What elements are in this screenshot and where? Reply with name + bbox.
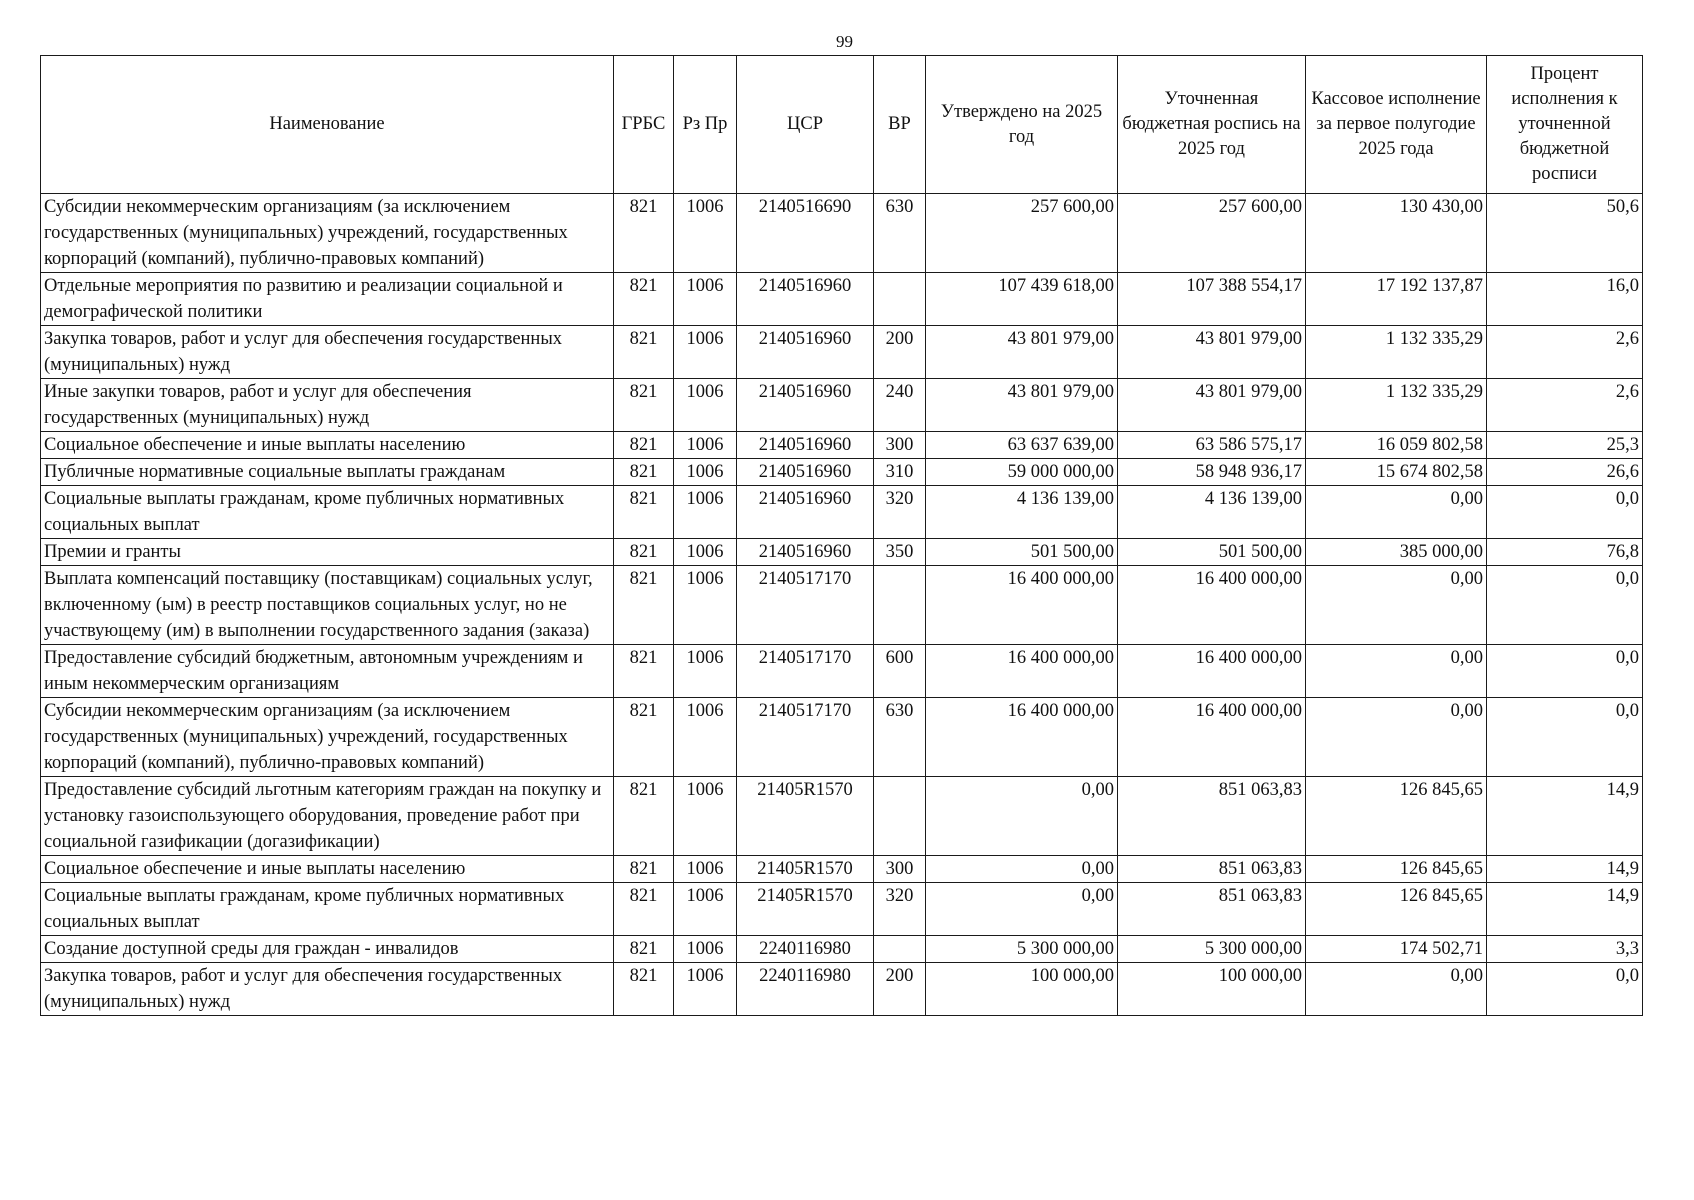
- cell-rzpr: 1006: [674, 539, 737, 566]
- cell-csr: 2140516960: [737, 432, 874, 459]
- cell-grbs: 821: [614, 379, 674, 432]
- cell-name: Предоставление субсидий льготным категориям граждан на покупку и установку газоиспользующего оборудования, проведение работ при социальной газификации (догазификации): [41, 777, 614, 856]
- table-row: [41, 194, 1643, 273]
- table-header: [41, 56, 1643, 194]
- cell-csr: 2140517170: [737, 698, 874, 777]
- table-row: [41, 645, 1643, 698]
- cell-cash: 126 845,65: [1306, 777, 1487, 856]
- cell-vr: 300: [874, 856, 926, 883]
- cell-refined: 43 801 979,00: [1118, 326, 1306, 379]
- cell-grbs: 821: [614, 273, 674, 326]
- cell-csr: 2140516960: [737, 273, 874, 326]
- cell-vr: [874, 273, 926, 326]
- cell-percent: 0,0: [1487, 486, 1643, 539]
- header-rzpr: Рз Пр: [674, 56, 737, 194]
- cell-grbs: 821: [614, 883, 674, 936]
- table-row: [41, 459, 1643, 486]
- cell-rzpr: 1006: [674, 486, 737, 539]
- cell-name: Субсидии некоммерческим организациям (за исключением государственных (муниципальных) учреждений, государственных корпораций (компаний), публично-правовых компаний): [41, 698, 614, 777]
- cell-name: Публичные нормативные социальные выплаты гражданам: [41, 459, 614, 486]
- cell-percent: 76,8: [1487, 539, 1643, 566]
- page-number: 99: [836, 32, 853, 51]
- cell-approved: 501 500,00: [926, 539, 1118, 566]
- cell-percent: 0,0: [1487, 698, 1643, 777]
- table-row: [41, 486, 1643, 539]
- cell-percent: 2,6: [1487, 326, 1643, 379]
- cell-csr: 2240116980: [737, 963, 874, 1016]
- cell-approved: 16 400 000,00: [926, 698, 1118, 777]
- cell-approved: 4 136 139,00: [926, 486, 1118, 539]
- cell-approved: 257 600,00: [926, 194, 1118, 273]
- header-grbs: ГРБС: [614, 56, 674, 194]
- cell-percent: 2,6: [1487, 379, 1643, 432]
- cell-csr: 2140516960: [737, 379, 874, 432]
- cell-name: Выплата компенсаций поставщику (поставщикам) социальных услуг, включенному (ым) в реестр поставщиков социальных услуг, но не участвующему (им) в выполнении государственного задания (заказа): [41, 566, 614, 645]
- cell-grbs: 821: [614, 486, 674, 539]
- cell-name: Закупка товаров, работ и услуг для обеспечения государственных (муниципальных) нужд: [41, 326, 614, 379]
- cell-refined: 58 948 936,17: [1118, 459, 1306, 486]
- header-cash: Кассовое исполнение за первое полугодие 2025 года: [1306, 56, 1487, 194]
- cell-rzpr: 1006: [674, 566, 737, 645]
- cell-percent: 50,6: [1487, 194, 1643, 273]
- cell-approved: 16 400 000,00: [926, 566, 1118, 645]
- cell-refined: 16 400 000,00: [1118, 645, 1306, 698]
- cell-cash: 130 430,00: [1306, 194, 1487, 273]
- cell-grbs: 821: [614, 566, 674, 645]
- cell-cash: 16 059 802,58: [1306, 432, 1487, 459]
- cell-cash: 0,00: [1306, 963, 1487, 1016]
- cell-grbs: 821: [614, 777, 674, 856]
- cell-name: Социальные выплаты гражданам, кроме публичных нормативных социальных выплат: [41, 883, 614, 936]
- cell-cash: 1 132 335,29: [1306, 379, 1487, 432]
- cell-vr: 310: [874, 459, 926, 486]
- cell-refined: 16 400 000,00: [1118, 566, 1306, 645]
- header-csr: ЦСР: [737, 56, 874, 194]
- cell-csr: 21405R1570: [737, 856, 874, 883]
- cell-name: Отдельные мероприятия по развитию и реализации социальной и демографической политики: [41, 273, 614, 326]
- table-row: [41, 883, 1643, 936]
- cell-approved: 43 801 979,00: [926, 326, 1118, 379]
- cell-name: Создание доступной среды для граждан - инвалидов: [41, 936, 614, 963]
- cell-name: Закупка товаров, работ и услуг для обеспечения государственных (муниципальных) нужд: [41, 963, 614, 1016]
- cell-csr: 2140516960: [737, 539, 874, 566]
- cell-rzpr: 1006: [674, 883, 737, 936]
- cell-grbs: 821: [614, 459, 674, 486]
- cell-rzpr: 1006: [674, 963, 737, 1016]
- cell-grbs: 821: [614, 963, 674, 1016]
- cell-name: Социальное обеспечение и иные выплаты населению: [41, 432, 614, 459]
- cell-rzpr: 1006: [674, 856, 737, 883]
- table-row: [41, 326, 1643, 379]
- cell-refined: 100 000,00: [1118, 963, 1306, 1016]
- cell-percent: 26,6: [1487, 459, 1643, 486]
- cell-vr: 630: [874, 194, 926, 273]
- cell-approved: 0,00: [926, 883, 1118, 936]
- table-row: [41, 856, 1643, 883]
- table-row: [41, 777, 1643, 856]
- cell-approved: 100 000,00: [926, 963, 1118, 1016]
- cell-grbs: 821: [614, 432, 674, 459]
- cell-percent: 0,0: [1487, 963, 1643, 1016]
- cell-csr: 2140516960: [737, 326, 874, 379]
- cell-vr: [874, 777, 926, 856]
- cell-vr: 200: [874, 963, 926, 1016]
- header-approved: Утверждено на 2025 год: [926, 56, 1118, 194]
- cell-rzpr: 1006: [674, 698, 737, 777]
- cell-percent: 0,0: [1487, 645, 1643, 698]
- table-row: [41, 936, 1643, 963]
- cell-cash: 0,00: [1306, 486, 1487, 539]
- cell-refined: 107 388 554,17: [1118, 273, 1306, 326]
- cell-cash: 15 674 802,58: [1306, 459, 1487, 486]
- cell-grbs: 821: [614, 194, 674, 273]
- cell-grbs: 821: [614, 326, 674, 379]
- cell-refined: 851 063,83: [1118, 883, 1306, 936]
- cell-rzpr: 1006: [674, 326, 737, 379]
- cell-approved: 5 300 000,00: [926, 936, 1118, 963]
- cell-rzpr: 1006: [674, 194, 737, 273]
- cell-vr: 320: [874, 883, 926, 936]
- cell-vr: 630: [874, 698, 926, 777]
- cell-cash: 0,00: [1306, 566, 1487, 645]
- cell-csr: 2240116980: [737, 936, 874, 963]
- cell-csr: 21405R1570: [737, 883, 874, 936]
- cell-vr: 240: [874, 379, 926, 432]
- table-row: [41, 963, 1643, 1016]
- cell-percent: 14,9: [1487, 777, 1643, 856]
- cell-refined: 851 063,83: [1118, 777, 1306, 856]
- cell-refined: 43 801 979,00: [1118, 379, 1306, 432]
- cell-cash: 1 132 335,29: [1306, 326, 1487, 379]
- cell-rzpr: 1006: [674, 459, 737, 486]
- header-name: Наименование: [41, 56, 614, 194]
- cell-grbs: 821: [614, 539, 674, 566]
- cell-percent: 3,3: [1487, 936, 1643, 963]
- cell-grbs: 821: [614, 698, 674, 777]
- cell-rzpr: 1006: [674, 432, 737, 459]
- cell-csr: 2140516960: [737, 486, 874, 539]
- cell-cash: 0,00: [1306, 698, 1487, 777]
- cell-cash: 126 845,65: [1306, 883, 1487, 936]
- cell-vr: [874, 566, 926, 645]
- cell-approved: 43 801 979,00: [926, 379, 1118, 432]
- header-percent: Процент исполнения к уточненной бюджетной росписи: [1487, 56, 1643, 194]
- cell-vr: 200: [874, 326, 926, 379]
- table-row: [41, 273, 1643, 326]
- header-vr: ВР: [874, 56, 926, 194]
- table-row: [41, 379, 1643, 432]
- cell-cash: 174 502,71: [1306, 936, 1487, 963]
- cell-cash: 0,00: [1306, 645, 1487, 698]
- cell-percent: 14,9: [1487, 883, 1643, 936]
- cell-refined: 5 300 000,00: [1118, 936, 1306, 963]
- cell-vr: 350: [874, 539, 926, 566]
- cell-cash: 385 000,00: [1306, 539, 1487, 566]
- header-refined: Уточненная бюджетная роспись на 2025 год: [1118, 56, 1306, 194]
- cell-csr: 2140516960: [737, 459, 874, 486]
- cell-rzpr: 1006: [674, 273, 737, 326]
- cell-refined: 16 400 000,00: [1118, 698, 1306, 777]
- budget-table: [40, 55, 1643, 1016]
- cell-name: Социальное обеспечение и иные выплаты населению: [41, 856, 614, 883]
- cell-approved: 16 400 000,00: [926, 645, 1118, 698]
- cell-grbs: 821: [614, 936, 674, 963]
- cell-grbs: 821: [614, 645, 674, 698]
- cell-percent: 14,9: [1487, 856, 1643, 883]
- cell-rzpr: 1006: [674, 777, 737, 856]
- cell-percent: 25,3: [1487, 432, 1643, 459]
- cell-vr: 320: [874, 486, 926, 539]
- cell-vr: [874, 936, 926, 963]
- cell-name: Субсидии некоммерческим организациям (за исключением государственных (муниципальных) учреждений, государственных корпораций (компаний), публично-правовых компаний): [41, 194, 614, 273]
- cell-name: Социальные выплаты гражданам, кроме публичных нормативных социальных выплат: [41, 486, 614, 539]
- cell-grbs: 821: [614, 856, 674, 883]
- table-body: [41, 194, 1643, 1016]
- cell-approved: 0,00: [926, 777, 1118, 856]
- cell-rzpr: 1006: [674, 936, 737, 963]
- cell-refined: 257 600,00: [1118, 194, 1306, 273]
- table-row: [41, 698, 1643, 777]
- cell-percent: 0,0: [1487, 566, 1643, 645]
- cell-approved: 63 637 639,00: [926, 432, 1118, 459]
- cell-rzpr: 1006: [674, 645, 737, 698]
- table-row: [41, 539, 1643, 566]
- cell-name: Иные закупки товаров, работ и услуг для обеспечения государственных (муниципальных) нужд: [41, 379, 614, 432]
- cell-vr: 600: [874, 645, 926, 698]
- cell-csr: 2140517170: [737, 645, 874, 698]
- table-row: [41, 432, 1643, 459]
- cell-csr: 21405R1570: [737, 777, 874, 856]
- cell-refined: 501 500,00: [1118, 539, 1306, 566]
- table-row: [41, 566, 1643, 645]
- cell-approved: 107 439 618,00: [926, 273, 1118, 326]
- cell-refined: 4 136 139,00: [1118, 486, 1306, 539]
- cell-vr: 300: [874, 432, 926, 459]
- cell-percent: 16,0: [1487, 273, 1643, 326]
- cell-csr: 2140517170: [737, 566, 874, 645]
- cell-rzpr: 1006: [674, 379, 737, 432]
- cell-approved: 0,00: [926, 856, 1118, 883]
- cell-name: Премии и гранты: [41, 539, 614, 566]
- cell-cash: 126 845,65: [1306, 856, 1487, 883]
- cell-cash: 17 192 137,87: [1306, 273, 1487, 326]
- cell-refined: 851 063,83: [1118, 856, 1306, 883]
- cell-approved: 59 000 000,00: [926, 459, 1118, 486]
- cell-csr: 2140516690: [737, 194, 874, 273]
- cell-refined: 63 586 575,17: [1118, 432, 1306, 459]
- cell-name: Предоставление субсидий бюджетным, автономным учреждениям и иным некоммерческим организациям: [41, 645, 614, 698]
